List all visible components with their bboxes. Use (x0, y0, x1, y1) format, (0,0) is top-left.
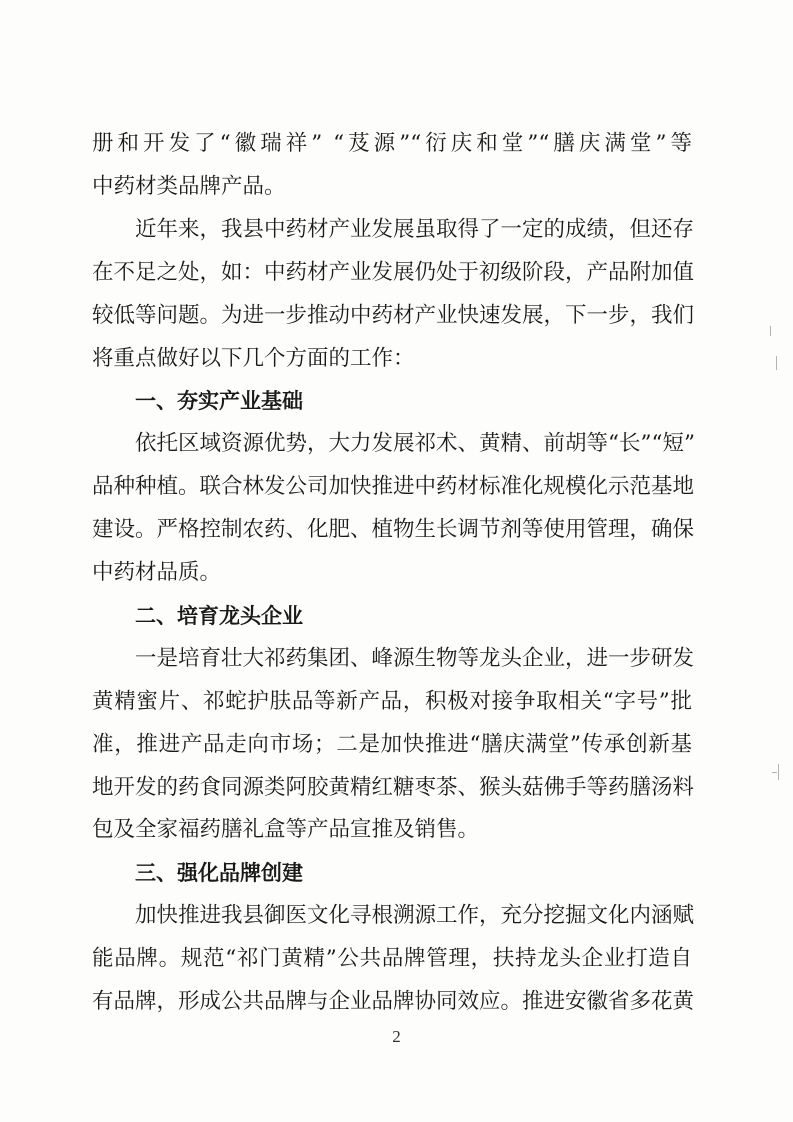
page-number: 2 (392, 1027, 401, 1046)
paragraph-line: 能品牌。规范“祁门黄精”公共品牌管理，扶持龙头企业打造自 (92, 946, 692, 972)
paragraph-line: 有品牌，形成公共品牌与企业品牌协同效应。推进安徽省多花黄 (92, 989, 695, 1014)
paragraph-line: 包及全家福药膳礼盒等产品宣推及销售。 (92, 817, 480, 843)
paragraph-line: 较低等问题。为进一步推动中药材产业快速发展，下一步，我们 (92, 302, 695, 328)
paragraph-line: 品种种植。联合林发公司加快推进中药材标准化规模化示范基地 (92, 474, 695, 500)
paragraph-line: 册和开发了“徽瑞祥” “芨源”“衍庆和堂”“膳庆满堂”等 (92, 131, 692, 156)
scan-mark (778, 764, 779, 780)
section-heading: 二、培育龙头企业 (135, 603, 303, 628)
scan-mark (770, 326, 771, 336)
paragraph-line: 依托区域资源优势，大力发展祁术、黄精、前胡等“长”“短” (135, 431, 695, 457)
paragraph-line: 准，推进产品走向市场；二是加快推进“膳庆满堂”传承创新基 (92, 731, 692, 757)
paragraph-line: 黄精蜜片、祁蛇护肤品等新产品，积极对接争取相关“字号”批 (92, 688, 692, 714)
paragraph-line: 加快推进我县御医文化寻根溯源工作，充分挖掘文化内涵赋 (135, 903, 695, 929)
scan-mark (772, 772, 777, 773)
paragraph-line: 地开发的药食同源类阿胶黄精红糖枣茶、猴头菇佛手等药膳汤料 (92, 774, 695, 800)
paragraph-line: 中药材类品牌产品。 (92, 173, 286, 199)
scan-mark (776, 356, 777, 370)
section-heading: 一、夯实产业基础 (135, 389, 303, 414)
section-heading: 三、强化品牌创建 (135, 861, 303, 886)
paragraph-line: 建设。严格控制农药、化肥、植物生长调节剂等使用管理，确保 (92, 517, 695, 543)
paragraph-line: 在不足之处，如：中药材产业发展仍处于初级阶段，产品附加值 (92, 259, 695, 285)
paragraph-line: 中药材品质。 (92, 560, 222, 585)
paragraph-line: 将重点做好以下几个方面的工作： (92, 345, 415, 371)
paragraph-line: 一是培育壮大祁药集团、峰源生物等龙头企业，进一步研发 (135, 645, 695, 671)
paragraph-line: 近年来，我县中药材产业发展虽取得了一定的成绩，但还存 (135, 216, 695, 242)
